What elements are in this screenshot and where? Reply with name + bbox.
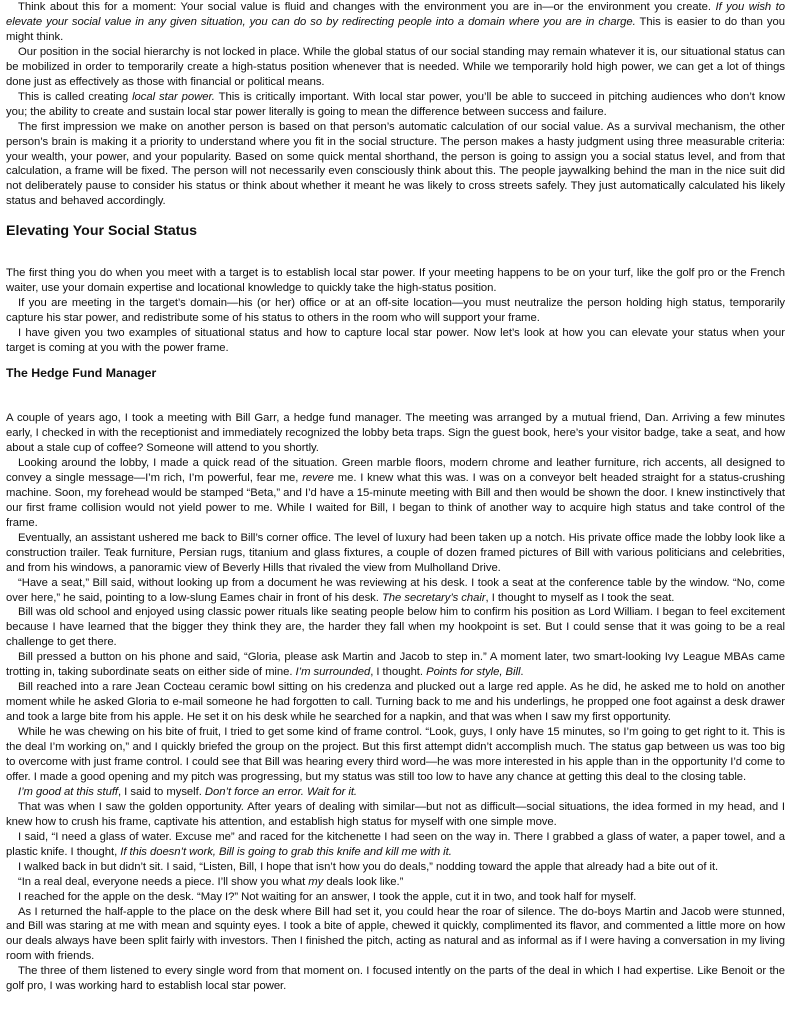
text-run: .: [520, 666, 524, 679]
text-run: The first thing you do when you meet with a target is to establish local star power. If your meeting happens to be on your turf, like the golf pro or the French waiter, use your domain expertise and locational knowledge to quickly take the high-status position.: [6, 267, 785, 295]
story-body: [6, 411, 785, 994]
text-run: The three of them listened to every single word from that moment on. I focused intently on the parts of the deal in which I had expertise. Like Benoit or the golf pro, I was working hard to establish local star power.: [6, 965, 785, 993]
story-paragraph: [6, 890, 785, 905]
story-paragraph: [6, 680, 785, 725]
story-paragraph: [6, 650, 785, 680]
section-heading: Elevating Your Social Status: [6, 223, 198, 240]
text-run: me. I knew what this was. I was on a conveyor belt headed straight for a status-crushing machine. Soon, my forehead would be stamped “Beta,” and I’d have a 15-minute meeting with Bill and then would be shown the door. I knew instinctively that our first frame collision would not yield power to me. While I waited for Bill, I began to think of another way to acquire high status and take control of the frame.: [6, 471, 785, 529]
text-run: Our position in the social hierarchy is not locked in place. While the global status of our social standing may remain whatever it is, our situational status can be mobilized in order to temporarily create a high-status position whenever that is needed. While we temporarily hold high power, we can get a lot of things done just as effectively as those with financial or political means.: [6, 45, 785, 88]
section-paragraph: [6, 296, 785, 326]
text-run: Think about this for a moment: Your social value is fluid and changes with the environment you are in—or the environment you create.: [18, 1, 716, 13]
text-run: If you are meeting in the target’s domain—his (or her) office or at an off-site location—you must neutralize the person holding high status, temporarily capture his star power, and redistribute some of his status to others in the room who will support your frame.: [6, 297, 785, 325]
text-run: , I said to myself.: [118, 785, 205, 798]
text-run: I walked back in but didn’t sit. I said, “Listen, Bill, I hope that isn’t how you do deals,” nodding toward the apple that already had a bite out of it.: [18, 860, 719, 873]
italic-text: If you wish to elevate your social value in any given situation, you can do so by redirecting people into a domain where you are in charge.: [6, 1, 785, 28]
text-run: Looking around the lobby, I made a quick read of the situation. Green marble floors, modern chrome and leather furniture, rich accents, all designed to convey a single message—I’m rich, I’m powerful, fear me,: [6, 456, 785, 484]
story-paragraph: [6, 875, 785, 890]
text-run: “In a real deal, everyone needs a piece. I’ll show you what: [18, 875, 309, 888]
italic-text: I’m surrounded: [295, 666, 371, 679]
text-run: , I thought to myself as I took the seat.: [485, 591, 675, 604]
text-run: Bill pressed a button on his phone and said, “Gloria, please ask Martin and Jacob to step in.” A moment later, two smart-looking Ivy League MBAs came trotting in, taking subordinate seats on either side of mine.: [6, 651, 785, 679]
story-paragraph: [6, 830, 785, 860]
text-run: I reached for the apple on the desk. “May I?” Not waiting for an answer, I took the apple, cut it in two, and took half for myself.: [18, 890, 637, 903]
story-paragraph: [6, 800, 785, 830]
text-run: “Have a seat,” Bill said, without looking up from a document he was reviewing at his desk. I took a seat at the conference table by the window. “No, come over here,” he said, pointing to a low-slung Eames chair in front of his desk.: [6, 576, 785, 604]
text-run: This is called creating: [18, 90, 133, 103]
story-paragraph: [6, 860, 785, 875]
story-paragraph: [6, 905, 785, 965]
text-run: Bill reached into a rare Jean Cocteau ceramic bowl sitting on his credenza and plucked out a large red apple. As he did, he asked me to hold on another moment while he asked Gloria to e-mail someone he had forgotten to call. Turning back to me and his underlings, he propped one foot against a desk drawer and took a large bite from his apple. He set it on his desk while he searched for a napkin, and that was when I saw my first opportunity.: [6, 681, 785, 724]
story-paragraph: [6, 964, 785, 994]
story-paragraph: [6, 785, 785, 800]
subsection-heading: The Hedge Fund Manager: [6, 366, 157, 381]
italic-text: Points for style, Bill: [426, 666, 521, 679]
italic-text: local star power.: [132, 90, 215, 103]
intro-paragraph: [6, 0, 785, 45]
section-paragraph: [6, 266, 785, 296]
story-paragraph: [6, 725, 785, 785]
text-run: , I thought.: [370, 666, 427, 679]
text-run: This is critically important. With local star power, you’ll be able to succeed in pitching audiences who don’t know you; the ability to create and sustain local star power literally is going to mean the difference between success and failure.: [6, 90, 786, 118]
story-paragraph: [6, 605, 785, 650]
intro-paragraph: [6, 90, 785, 120]
text-run: deals look like.”: [323, 875, 404, 888]
italic-text: my: [308, 875, 324, 888]
story-paragraph: [6, 531, 785, 576]
text-run: A couple of years ago, I took a meeting with Bill Garr, a hedge fund manager. The meeting was arranged by a mutual friend, Dan. Arriving a few minutes early, I checked in with the receptionist and immediately recognized the lobby beta traps. Sign the guest book, here’s your visitor badge, take a seat, and how about a stale cup of coffee? Someone will attend to you shortly.: [6, 412, 785, 454]
text-run: While he was chewing on his bite of fruit, I tried to get some kind of frame control. “Look, guys, I only have 15 minutes, so I’m going to get right to it. This is the deal I’m working on,” and I quickly briefed the group on the project. But this first attempt didn’t accomplish much. The status gap between us was too big to overcome with just frame control. I could see that Bill was hearing every third word—he was more interested in his apple than in the opportunity I’d come to offer. I made a good opening and my pitch was progressing, but my status was still too low to have any chance at getting this deal to the closing table.: [6, 726, 785, 783]
italic-text: Don’t force an error. Wait for it.: [204, 785, 358, 798]
text-run: I have given you two examples of situational status and how to capture local star power. Now let’s look at how you can elevate your status when your target is coming at you with the power frame.: [6, 327, 785, 355]
story-paragraph: [6, 411, 785, 456]
text-run: That was when I saw the golden opportunity. After years of dealing with similar—but not as difficult—social situations, the idea formed in my head, and I knew how to crush his frame, captivate his attention, and establish high status for myself with one simple move.: [6, 800, 785, 828]
text-run: I said, “I need a glass of water. Excuse me” and raced for the kitchenette I had seen on the way in. There I grabbed a glass of water, a paper towel, and a plastic knife. I thought,: [6, 830, 785, 858]
italic-text: revere: [302, 471, 334, 484]
intro-paragraph: [6, 45, 785, 90]
story-paragraph: [6, 576, 785, 606]
italic-text: If this doesn’t work, Bill is going to grab this knife and kill me with it.: [120, 845, 452, 858]
text-run: This is easier to do than you might think.: [6, 15, 785, 43]
intro-paragraph: [6, 120, 785, 210]
italic-text: The secretary’s chair: [381, 591, 486, 604]
text-run: The first impression we make on another person is based on that person’s automatic calculation of our social value. As a survival mechanism, the other person’s brain is making it a priority to understand where you fit in the social structure. The person makes a hasty judgment using three measurable criteria: your wealth, your power, and your popularity. Based on some quick mental shorthand, the person is going to assign you a social status level, and from that calculation, a frame will be fixed. The person will not necessarily even consciously think about this. The people jaywalking behind the man in the nice suit did not deliberately pause to consider his status or think about whether it meant he was likely to cross streets safely. They just automatically calculated his likely status and behaved accordingly.: [6, 120, 785, 208]
italic-text: I’m good at this stuff: [18, 785, 118, 798]
story-paragraph: [6, 456, 785, 531]
text-run: As I returned the half-apple to the place on the desk where Bill had set it, you could hear the roar of silence. The do-boys Martin and Jacob were stunned, and Bill was staring at me with mean and squinty eyes. I took a bite of apple, chewed it quickly, complimented its flavor, and commented a little more on how our deals always have been split fairly with investors. Then I finished the pitch, acting as natural and as informal as if I were having a conversation in my living room with friends.: [6, 905, 786, 963]
text-run: Eventually, an assistant ushered me back to Bill’s corner office. The level of luxury had been taken up a notch. His private office made the lobby look like a construction trailer. Teak furniture, Persian rugs, titanium and glass fixtures, a couple of dozen framed pictures of Bill with various politicians and celebrities, and from his windows, a panoramic view of Beverly Hills that rivaled the view from Mulholland Drive.: [6, 531, 785, 574]
text-run: Bill was old school and enjoyed using classic power rituals like seating people below him to confirm his position as Lord William. I began to feel excitement because I have learned that the bigger they think they are, the harder they fall when my hookpoint is set. But I could sense that it was going to be a real challenge to get there.: [6, 606, 785, 649]
section-paragraph: [6, 326, 785, 356]
